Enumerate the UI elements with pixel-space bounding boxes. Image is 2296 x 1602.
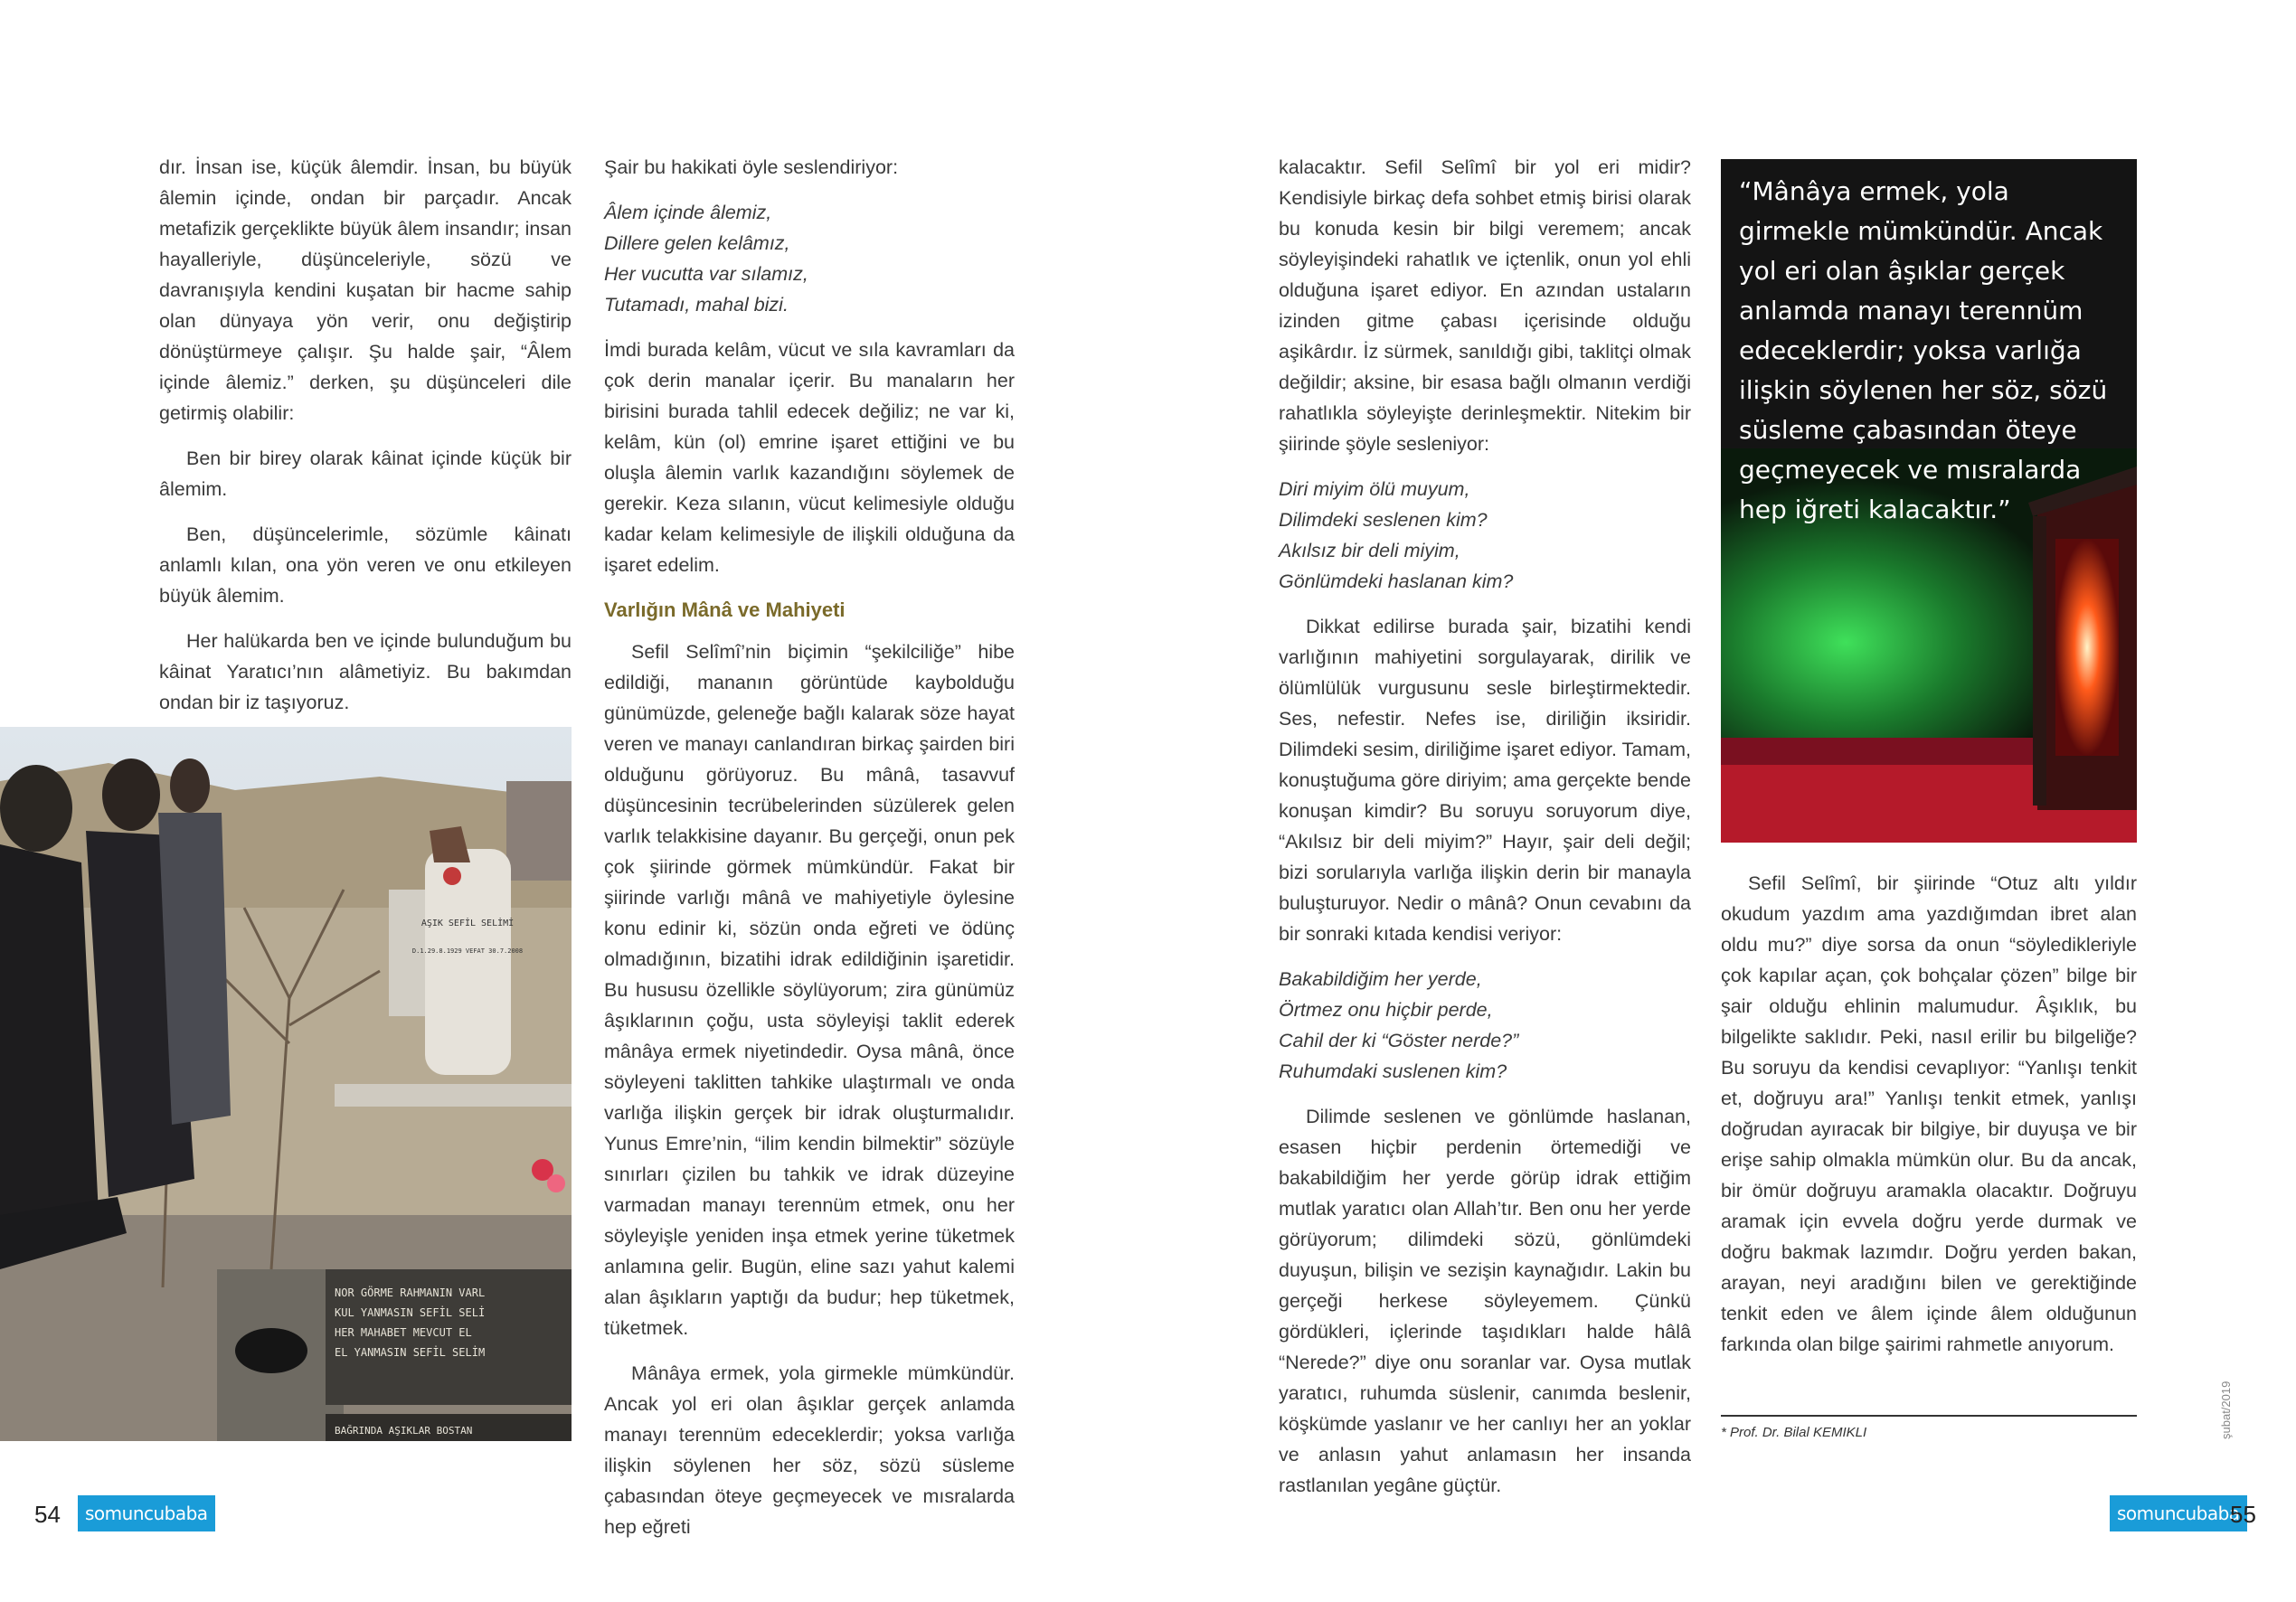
- gravestone-dates: D.1.29.8.1929 VEFAT 30.7.2008: [411, 947, 524, 955]
- verse-line: Diri miyim ölü muyum,: [1279, 478, 1470, 500]
- plaque-bottom: BAĞRINDA AŞIKLAR BOSTAN: [335, 1425, 473, 1437]
- text-column-3: [1279, 152, 1691, 1515]
- brand-logo-right: somuncubaba: [2110, 1495, 2247, 1531]
- verse-line: Akılsız bir deli miyim,: [1279, 540, 1460, 561]
- paragraph: Dikkat edilirse burada şair, bizatihi kendi varlığının mahiyetini sorgulayarak, dirilik ve ölümlülük vurgusunu sesle birleştirmektedir. Ses, nefestir. Nefes ise, diriliğin iksiridir. Dilimdeki sesim, diriliğime işaret ediyor. Tamam, konuştuğuma göre diriyim; ama gerçekte bende konuşan kimdir? Bu soruyu soruyorum diye, “Akılsız bir deli miyim?” Hayır, şair deli değil; bizi sorularıyla varlığa ilişkin derin bir manayla buluşturuyor. Nedir o mânâ? Onun cevabını da bir sonraki kıtada kendisi veriyor:: [1279, 616, 1692, 945]
- verse-line: Dillere gelen kelâmız,: [604, 232, 790, 254]
- brand-logo-left: somuncubaba: [78, 1495, 215, 1531]
- verse-line: Ruhumdaki suslenen kim?: [1279, 1060, 1507, 1082]
- gravestone-name: AŞIK SEFİL SELİMİ: [420, 919, 515, 928]
- paragraph: Her halükarda ben ve içinde bulunduğum bu kâinat Yaratıcı’nın alâmetiyiz. Bu bakımdan ondan bir iz taşıyoruz.: [159, 630, 572, 713]
- issue-date: şubat/2019: [2219, 1381, 2233, 1439]
- verse-line: Gönlümdeki haslanan kim?: [1279, 570, 1514, 592]
- paragraph: Dilimde seslenen ve gönlümde haslanan, esasen hiçbir perdenin örtemediği ve bakabildiğim her yerde görüp idrak ettiğim mutlak yaratıcı olan Allah’tır. Ben onu her yerde görüyorum; dilimdeki sözü, gönlümdeki duyuşun, bilişin ve sezişin kaynağıdır. Lakin bu gerçeği herkese söyleyemem. Çünkü gördükleri, içlerinde taşıdıkları halde hâlâ “Nerede?” diye onu soranlar var. Oysa mutlak yaratıcı, ruhumda süslenir, canımda beslenir, köşkümde yaslanır ve her canlıyı her an yoklar ve anlasın yahut anlamasın her insanda rastlanılan yegâne güçtür.: [1279, 1106, 1691, 1496]
- paragraph: Ben bir birey olarak kâinat içinde küçük bir âlemim.: [159, 448, 572, 500]
- verse-line: Tutamadı, mahal bizi.: [604, 294, 789, 316]
- paragraph: kalacaktır. Sefil Selîmî bir yol eri midir? Kendisiyle birkaç defa sohbet etmiş birisi olarak bu konuda kesin bir bilgi veremem; ancak söyleyişindeki rahatlık ve içtenlik, onun yol ehli olduğuna işaret ediyor. En azından ustaların izinden gitme çabası içerisinde olduğu aşikârdır. İz sürmek, sanıldığı gibi, taklitçi olmak değildir; aksine, bir esasa bağlı olmanın verdiği rahatlıkla söyleyişte derinleşmektir. Nitekim bir şiirinde şöyle sesleniyor:: [1279, 156, 1691, 455]
- text-column-2: [604, 152, 1015, 1557]
- paragraph: İmdi burada kelâm, vücut ve sıla kavramları da çok derin manalar içerir. Bu manaların her birisini burada tahlil edecek değiliz; ne var ki, kelâm, kün (ol) emrine işaret ettiğini ve bu oluşla âlemin varlık kazandığını söylemek de gerekir. Keza sılanın, vücut kelimesiyle olduğu kadar kelam kelimesiyle de ilişkili olduğuna da işaret edelim.: [604, 339, 1015, 576]
- text-column-1: [159, 152, 572, 732]
- verse-line: Bakabildiğim her yerde,: [1279, 968, 1482, 990]
- verse-stanza: [604, 197, 1015, 320]
- verse-line: Dilimdeki seslenen kim?: [1279, 509, 1488, 531]
- page-number-right: 55: [2230, 1501, 2256, 1528]
- paragraph: Şair bu hakikati öyle seslendiriyor:: [604, 156, 899, 178]
- cemetery-photo: [0, 727, 572, 1441]
- plaque-line-2: KUL YANMASIN SEFİL SELİ: [335, 1306, 486, 1319]
- plaque-line-3: HER MAHABET MEVCUT EL: [335, 1326, 472, 1339]
- paragraph: Mânâya ermek, yola girmekle mümkündür. Ancak yol eri olan âşıklar gerçek anlamda manayı terennüm edeceklerdir; yoksa varlığa ilişkin söylenen her söz, sözü süsleme çabasından öteye geçmeyecek ve mısralarda hep eğreti: [604, 1362, 1015, 1538]
- paragraph: Sefil Selîmî, bir şiirinde “Otuz altı yıldır okudum yazdım ama yazdığımdan ibret alan oldu mu?” diye sorsa da onun “söyledikleriyle çok kapılar açan, çok bohçalar çözen” bilge bir şair olduğu ehlinin malumudur. Âşıklık, bu bilgelikte saklıdır. Peki, nasıl erilir bu bilgeliğe? Bu soruyu da kendisi cevaplıyor: “Yanlışı tenkit et, doğruyu ara!” Yanlışı tenkit etmek, yanlışı doğrudan ayıracak bir bilgiye, bir duyuşa ve bir erişe sahip olmakla mümkün olur. Bu da ancak, bir ömür doğruyu aramakla olacaktır. Doğruyu aramak için evvela doğru yerde durmak ve doğru bakmak lazımdır. Doğru yerden bakan, arayan, neyi aradığını bilen ve gerektiğinde tenkit eden ve âlem içinde âlem olduğunun farkında olan bilge şairimi rahmetle anıyorum.: [1721, 872, 2137, 1355]
- pull-quote: “Mânâya ermek, yola girmekle mümkündür. Ancak yol eri olan âşıklar gerçek anlamda manayı terennüm edeceklerdir; yoksa varlığa ilişkin söylenen her söz, sözü süsleme çabasından öteye geçmeyecek ve mısralarda hep iğreti kalacaktır.”: [1739, 176, 2108, 524]
- author-footnote: * Prof. Dr. Bilal KEMIKLI: [1721, 1425, 1867, 1440]
- verse-stanza: [1279, 474, 1691, 597]
- paragraph: Ben, düşüncelerimle, sözümle kâinatı anlamlı kılan, ona yön veren ve onu etkileyen büyük âlemim.: [159, 523, 572, 607]
- footnote-divider: [1721, 1415, 2137, 1417]
- page-number-left: 54: [34, 1501, 61, 1528]
- plaque-line-1: NOR GÖRME RAHMANIN VARL: [335, 1286, 486, 1299]
- verse-line: Örtmez onu hiçbir perde,: [1279, 999, 1493, 1021]
- text-column-4: [1721, 868, 2137, 1374]
- verse-line: Âlem içinde âlemiz,: [604, 202, 772, 223]
- paragraph: Sefil Selîmî’nin biçimin “şekilciliğe” hibe edildiği, mananın görüntüde kaybolduğu günümüzde, geleneğe bağlı kalarak söze hayat veren ve manayı canlandıran birkaç şairden biri olduğunu görüyoruz. Bu mânâ, tasavvuf düşüncesinin tecrübelerinden süzülerek gelen varlık telakkisine dayanır. Bu gerçeği, onun pek çok şiirinde görmek mümkündür. Fakat bir şiirinde varlığı mânâ ve mahiyetiyle öylesine konu edinir ki, sözün onda eğreti ve ödünç olmadığının, bizatihi idrak edildiğinin işaretidir. Bu hususu özellikle söylüyorum; zira günümüz âşıklarının çoğu, usta söyleyişi taklit ederek mânâya ermek niyetindedir. Oysa mânâ, önce söyleyeni taklitten tahkike ulaştırmalı ve onda varlığa ilişkin gerçek bir idrak oluşturmalıdır. Yunus Emre’nin, “ilim kendin bilmektir” sözüyle sınırları çizilen bu tahkik ve idrak düzeyine varmadan manayı terennüm etmek, onu her söyleyişle yeniden inşa etmek yerine tüketmek anlamına gelir. Bugün, eline sazı yahut kalemi alan âşıkların yaptığı da budur; hep tüketmek, tüketmek.: [604, 641, 1015, 1339]
- verse-line: Cahil der ki “Göster nerde?”: [1279, 1030, 1519, 1051]
- section-heading: Varlığın Mânâ ve Mahiyeti: [604, 598, 846, 621]
- paragraph: dır. İnsan ise, küçük âlemdir. İnsan, bu büyük âlemin içinde, ondan bir parçadır. Ancak metafizik gerçeklikte büyük âlem insandır; insan hayalleriyle, düşünceleriyle, sözü ve davranışıyla kendini kuşatan bir hacme sahip olan dünyaya yön verir, onu değiştirip dönüştürmeye çalışır. Şu halde şair, “Âlem içinde âlemiz.” derken, şu düşünceleri dile getirmiş olabilir:: [159, 156, 572, 424]
- plaque-line-4: EL YANMASIN SEFİL SELİM: [335, 1346, 486, 1359]
- verse-line: Her vucutta var sılamız,: [604, 263, 808, 285]
- verse-stanza: [1279, 964, 1691, 1087]
